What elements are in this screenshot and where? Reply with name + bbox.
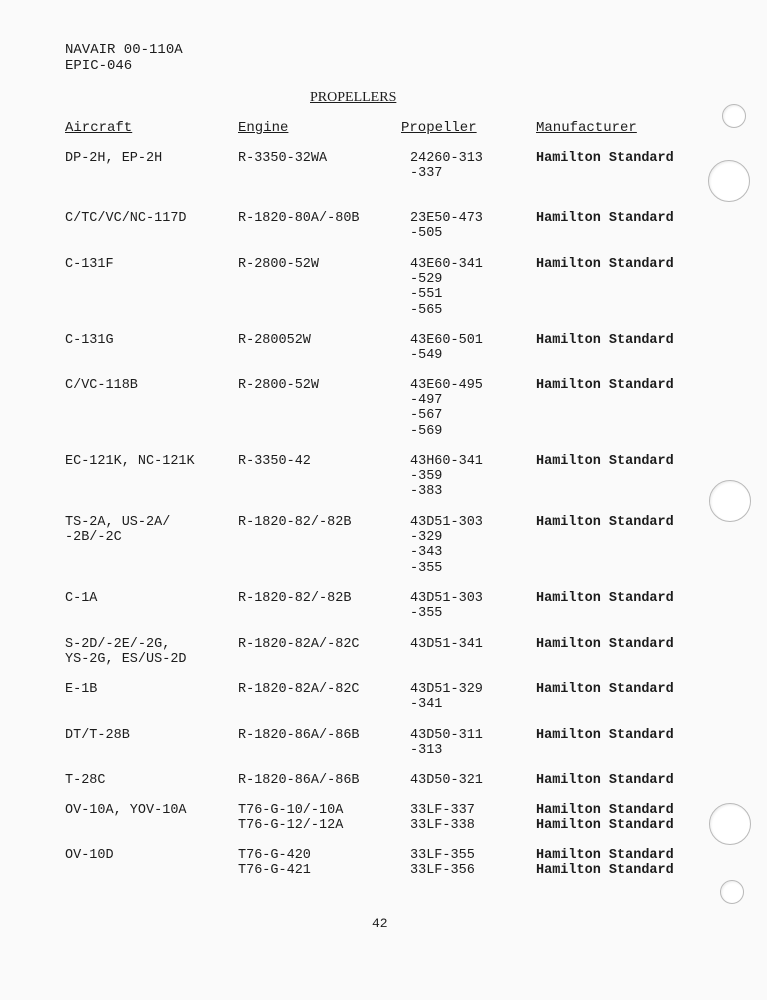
cell-propeller: 33LF-355 33LF-356 [410, 848, 475, 879]
cell-manufacturer: Hamilton Standard [536, 454, 674, 469]
punch-hole [720, 880, 744, 904]
cell-aircraft: DT/T-28B [65, 728, 130, 743]
cell-manufacturer: Hamilton Standard [536, 333, 674, 348]
punch-hole [722, 104, 746, 128]
cell-manufacturer: Hamilton Standard [536, 591, 674, 606]
cell-aircraft: C-131F [65, 257, 114, 272]
cell-engine: R-1820-86A/-86B [238, 728, 360, 743]
cell-aircraft: OV-10D [65, 848, 114, 863]
cell-aircraft: C/TC/VC/NC-117D [65, 211, 187, 226]
cell-propeller: 23E50-473 -505 [410, 211, 483, 242]
cell-propeller: 43E60-495 -497 -567 -569 [410, 378, 483, 439]
cell-manufacturer: Hamilton Standard [536, 515, 674, 530]
cell-aircraft: T-28C [65, 773, 106, 788]
column-header-manufacturer: Manufacturer [536, 120, 637, 136]
cell-propeller: 43E60-501 -549 [410, 333, 483, 364]
cell-aircraft: TS-2A, US-2A/ -2B/-2C [65, 515, 171, 546]
cell-propeller: 43E60-341 -529 -551 -565 [410, 257, 483, 318]
cell-engine: R-2800-52W [238, 257, 320, 272]
cell-propeller: 43D51-329 -341 [410, 682, 483, 713]
cell-aircraft: OV-10A, YOV-10A [65, 803, 187, 818]
cell-manufacturer: Hamilton Standard [536, 773, 674, 788]
cell-aircraft: E-1B [65, 682, 98, 697]
cell-aircraft: EC-121K, NC-121K [65, 454, 195, 469]
column-header-engine: Engine [238, 120, 289, 136]
punch-hole [709, 480, 751, 522]
cell-engine: R-1820-82/-82B [238, 515, 352, 530]
cell-engine: R-1820-82A/-82C [238, 637, 360, 652]
page-number: 42 [372, 916, 388, 931]
cell-engine: R-1820-80A/-80B [238, 211, 360, 226]
cell-manufacturer: Hamilton Standard [536, 211, 674, 226]
cell-propeller: 43D50-311 -313 [410, 728, 483, 759]
cell-engine: R-3350-42 [238, 454, 311, 469]
cell-engine: R-1820-82A/-82C [238, 682, 360, 697]
punch-hole [709, 803, 751, 845]
cell-aircraft: C/VC-118B [65, 378, 138, 393]
cell-aircraft: S-2D/-2E/-2G, YS-2G, ES/US-2D [65, 637, 187, 668]
cell-engine: T76-G-420 T76-G-421 [238, 848, 311, 879]
cell-manufacturer: Hamilton Standard [536, 682, 674, 697]
cell-propeller: 43H60-341 -359 -383 [410, 454, 483, 500]
page-title: PROPELLERS [310, 90, 397, 105]
document-header [65, 42, 183, 74]
cell-engine: R-1820-86A/-86B [238, 773, 360, 788]
cell-engine: T76-G-10/-10A T76-G-12/-12A [238, 803, 344, 834]
cell-propeller: 43D51-303 -355 [410, 591, 483, 622]
cell-manufacturer: Hamilton Standard [536, 257, 674, 272]
cell-propeller: 43D51-341 [410, 637, 483, 652]
cell-aircraft: C-131G [65, 333, 114, 348]
cell-manufacturer: Hamilton Standard [536, 151, 674, 166]
cell-engine: R-3350-32WA [238, 151, 328, 166]
cell-propeller: 43D51-303 -329 -343 -355 [410, 515, 483, 576]
cell-manufacturer: Hamilton Standard [536, 378, 674, 393]
header-epic-number: EPIC-046 [65, 58, 133, 74]
cell-propeller: 33LF-337 33LF-338 [410, 803, 475, 834]
column-header-propeller: Propeller [401, 120, 477, 136]
cell-engine: R-280052W [238, 333, 311, 348]
cell-propeller: 43D50-321 [410, 773, 483, 788]
cell-aircraft: C-1A [65, 591, 98, 606]
header-publication-number: NAVAIR 00-110A [65, 42, 183, 58]
cell-engine: R-1820-82/-82B [238, 591, 352, 606]
cell-propeller: 24260-313 -337 [410, 151, 483, 182]
cell-manufacturer: Hamilton Standard [536, 728, 674, 743]
column-header-aircraft: Aircraft [65, 120, 133, 136]
cell-manufacturer: Hamilton Standard Hamilton Standard [536, 848, 674, 879]
cell-manufacturer: Hamilton Standard [536, 637, 674, 652]
cell-manufacturer: Hamilton Standard Hamilton Standard [536, 803, 674, 834]
punch-hole [708, 160, 750, 202]
cell-aircraft: DP-2H, EP-2H [65, 151, 163, 166]
cell-engine: R-2800-52W [238, 378, 320, 393]
